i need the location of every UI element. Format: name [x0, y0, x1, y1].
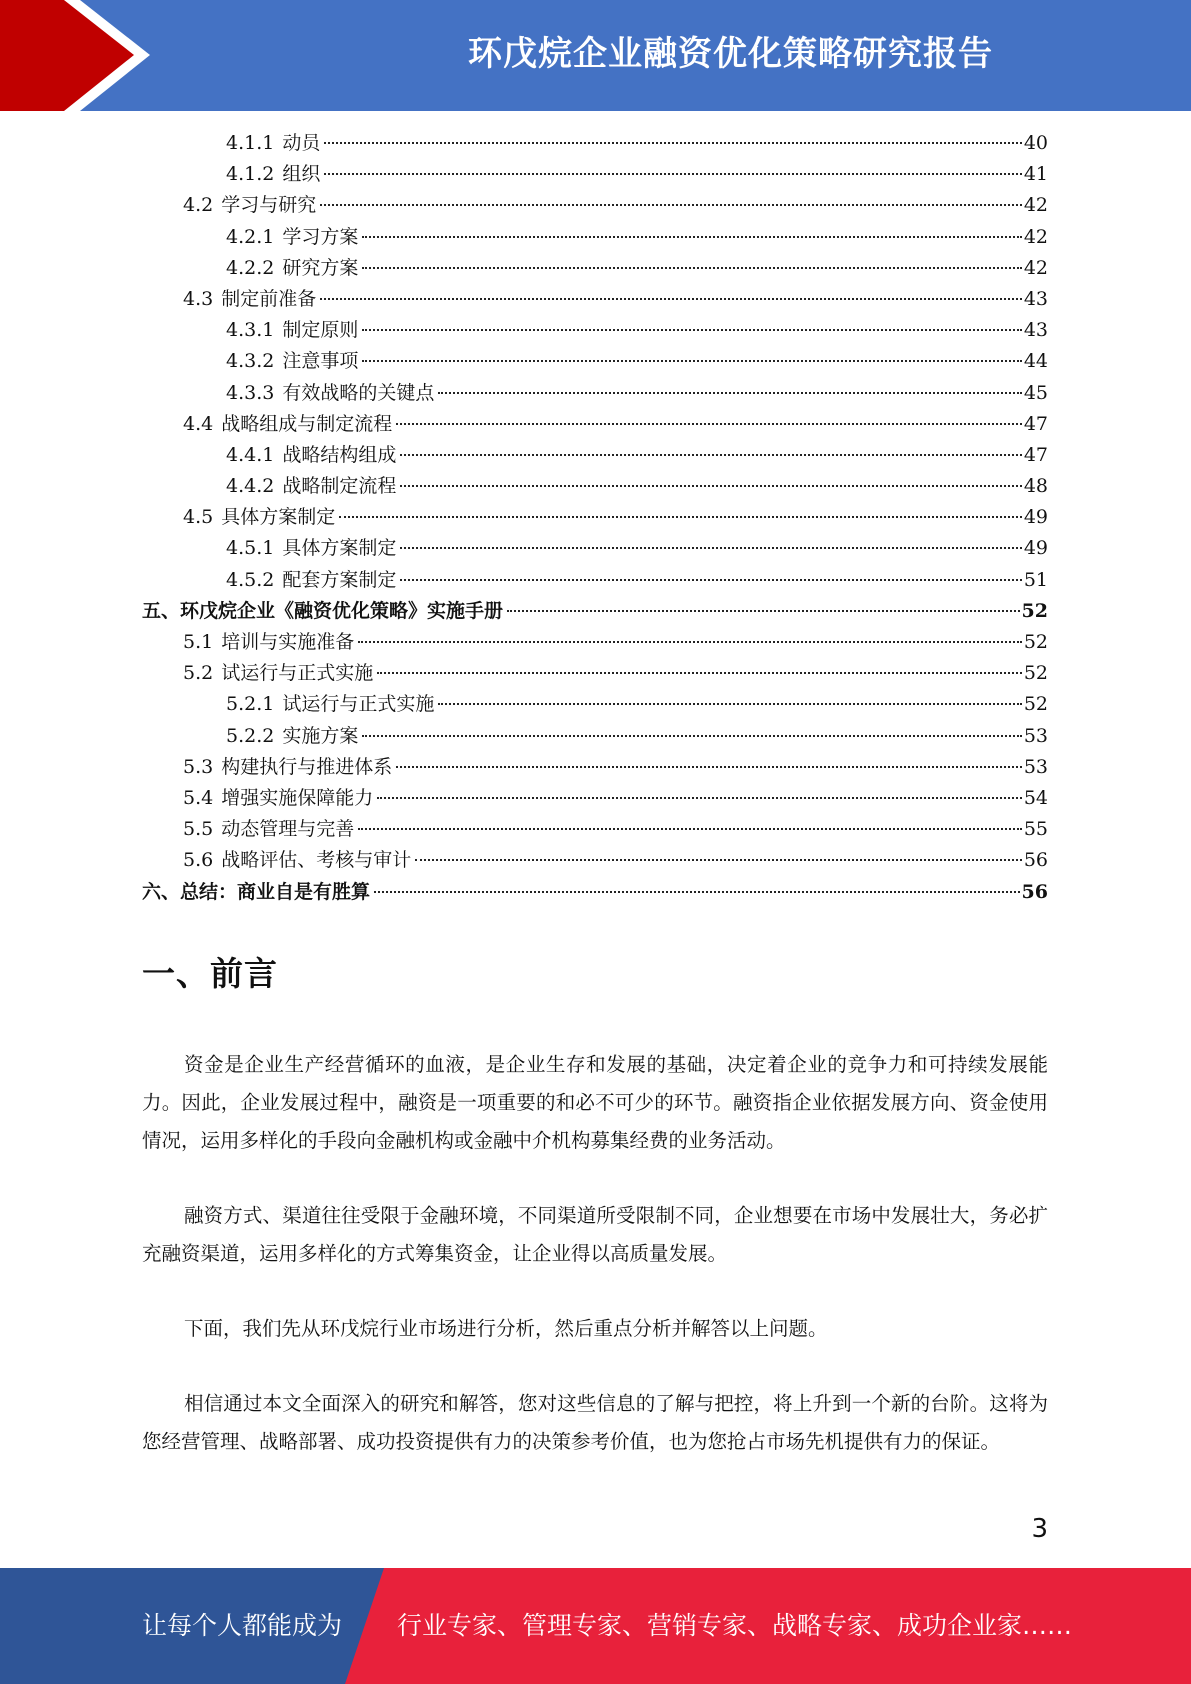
toc-entry-label: 六、总结：商业自是有胜算: [142, 880, 371, 903]
toc-entry-page: 52: [1021, 599, 1048, 622]
toc-entry-number: 4.2.1: [226, 225, 275, 248]
toc-entry-number: 4.1.2: [226, 163, 275, 186]
toc-leader-dots: [377, 672, 1022, 674]
toc-entry-number: 5.1: [183, 631, 214, 653]
toc-entry-page: 42: [1023, 194, 1048, 217]
section-body: [142, 1046, 1048, 1498]
toc-entry-page: 42: [1023, 256, 1048, 279]
toc-entry-page: 47: [1023, 443, 1048, 466]
toc-leader-dots: [438, 703, 1021, 705]
toc-entry-label: 战略组成与制定流程: [221, 412, 393, 435]
toc-entry[interactable]: [142, 845, 1048, 876]
toc-entry[interactable]: [142, 565, 1048, 596]
toc-entry[interactable]: [142, 440, 1048, 471]
toc-leader-dots: [396, 766, 1022, 768]
toc-entry-label: 试运行与正式实施: [221, 662, 374, 685]
report-title: 环戊烷企业融资优化策略研究报告: [468, 34, 993, 74]
toc-entry-page: 52: [1023, 693, 1048, 716]
toc-entry-label: 培训与实施准备: [221, 631, 355, 653]
toc-entry-number: 4.5: [183, 506, 214, 529]
toc-entry-number: 4.3.2: [226, 350, 275, 373]
toc-entry-label: 制定前准备: [221, 287, 317, 310]
paragraph: 相信通过本文全面深入的研究和解答，您对这些信息的了解与把控，将上升到一个新的台阶。这将为您经营管理、战略部署、成功投资提供有力的决策参考价值，也为您抢占市场先机提供有力的保证。: [142, 1392, 1048, 1453]
toc-entry[interactable]: [142, 533, 1048, 564]
toc-leader-dots: [362, 329, 1021, 331]
toc-entry-page: 56: [1023, 849, 1048, 872]
toc-leader-dots: [438, 392, 1021, 394]
toc-entry-label: 试运行与正式实施: [282, 693, 435, 716]
toc-leader-dots: [507, 610, 1020, 612]
toc-entry-label: 动态管理与完善: [221, 818, 355, 841]
toc-entry-page: 54: [1023, 786, 1048, 809]
toc-entry-page: 55: [1023, 818, 1048, 841]
toc-entry[interactable]: [142, 159, 1048, 190]
toc-entry-number: 5.3: [183, 755, 214, 778]
toc-leader-dots: [358, 828, 1022, 830]
toc-entry[interactable]: [142, 721, 1048, 752]
page-header: [0, 0, 1191, 111]
toc-entry[interactable]: [142, 128, 1048, 159]
toc-entry[interactable]: [142, 877, 1048, 908]
toc-entry-label: 注意事项: [282, 350, 359, 373]
page-number: 3: [1031, 1514, 1048, 1544]
toc-entry[interactable]: [142, 689, 1048, 720]
toc-leader-dots: [400, 485, 1021, 487]
toc-leader-dots: [324, 142, 1021, 144]
toc-entry-number: 5.4: [183, 786, 214, 809]
toc-entry[interactable]: [142, 471, 1048, 502]
toc-entry-page: 41: [1023, 163, 1048, 186]
toc-entry-label: 构建执行与推进体系: [221, 755, 393, 778]
toc-leader-dots: [400, 454, 1021, 456]
toc-entry-page: 44: [1023, 350, 1048, 373]
table-of-contents: [142, 128, 1048, 908]
toc-entry-number: 4.2: [183, 194, 214, 217]
toc-entry-label: 战略制定流程: [282, 475, 397, 498]
toc-entry[interactable]: [142, 658, 1048, 689]
toc-entry-number: 4.5.1: [226, 537, 275, 560]
paragraph: 资金是企业生产经营循环的血液，是企业生存和发展的基础，决定着企业的竞争力和可持续发展能力。因此，企业发展过程中，融资是一项重要的和必不可少的环节。融资指企业依据发展方向、资金使用情况，运用多样化的手段向金融机构或金融中介机构募集经费的业务活动。: [142, 1053, 1048, 1152]
toc-entry-number: 4.3.3: [226, 381, 275, 404]
toc-leader-dots: [396, 423, 1022, 425]
footer-slogan-left: 让每个人都能成为: [142, 1611, 343, 1640]
toc-leader-dots: [362, 267, 1021, 269]
toc-leader-dots: [358, 641, 1022, 643]
toc-leader-dots: [400, 579, 1021, 581]
toc-entry[interactable]: [142, 783, 1048, 814]
toc-entry-number: 4.3: [183, 287, 214, 310]
toc-leader-dots: [415, 859, 1022, 861]
toc-entry-label: 研究方案: [282, 256, 359, 279]
toc-entry-page: 42: [1023, 225, 1048, 248]
toc-entry-number: 4.4.2: [226, 475, 275, 498]
toc-entry-number: 5.6: [183, 849, 214, 872]
toc-entry[interactable]: [142, 502, 1048, 533]
toc-entry-page: 43: [1023, 287, 1048, 310]
toc-entry-number: 5.5: [183, 818, 214, 841]
toc-entry[interactable]: [142, 596, 1048, 627]
toc-leader-dots: [320, 204, 1022, 206]
toc-entry-label: 具体方案制定: [221, 506, 336, 529]
toc-entry[interactable]: [142, 190, 1048, 221]
toc-entry[interactable]: [142, 284, 1048, 315]
toc-entry-number: 4.1.1: [226, 132, 275, 154]
toc-entry-number: 5.2.2: [226, 724, 275, 747]
toc-entry-number: 4.3.1: [226, 319, 275, 342]
toc-entry-page: 47: [1023, 412, 1048, 435]
toc-leader-dots: [362, 735, 1021, 737]
toc-leader-dots: [362, 236, 1021, 238]
toc-leader-dots: [339, 516, 1022, 518]
toc-entry-label: 学习方案: [282, 225, 359, 248]
toc-leader-dots: [374, 891, 1020, 893]
toc-entry-label: 配套方案制定: [282, 568, 397, 591]
toc-entry[interactable]: [142, 253, 1048, 284]
toc-entry-page: 53: [1023, 755, 1048, 778]
header-arrow-decoration: [0, 0, 160, 111]
toc-entry-page: 52: [1023, 631, 1048, 653]
toc-entry[interactable]: [142, 409, 1048, 440]
toc-entry[interactable]: [142, 346, 1048, 377]
toc-entry-number: 5.2: [183, 662, 214, 685]
toc-entry-label: 学习与研究: [221, 194, 317, 217]
toc-entry-number: 4.4: [183, 412, 214, 435]
toc-entry-page: 56: [1021, 880, 1048, 903]
toc-leader-dots: [400, 547, 1021, 549]
toc-entry-number: 4.2.2: [226, 256, 275, 279]
toc-entry-label: 制定原则: [282, 319, 359, 342]
toc-entry-label: 动员: [282, 132, 321, 154]
page-footer: [0, 1568, 1191, 1684]
toc-leader-dots: [320, 298, 1022, 300]
toc-entry-page: 43: [1023, 319, 1048, 342]
toc-entry-page: 49: [1023, 506, 1048, 529]
toc-entry-page: 40: [1023, 132, 1048, 154]
toc-entry-number: 4.5.2: [226, 568, 275, 591]
toc-entry-label: 有效战略的关键点: [282, 381, 435, 404]
toc-entry[interactable]: [142, 315, 1048, 346]
toc-entry-page: 45: [1023, 381, 1048, 404]
toc-entry[interactable]: [142, 222, 1048, 253]
section-heading: 一、前言: [142, 954, 278, 993]
toc-entry-label: 实施方案: [282, 724, 359, 747]
footer-slogan-right: 行业专家、管理专家、营销专家、战略专家、成功企业家……: [397, 1611, 1073, 1640]
toc-entry-label: 增强实施保障能力: [221, 786, 374, 809]
toc-entry-label: 具体方案制定: [282, 537, 397, 560]
toc-entry-page: 53: [1023, 724, 1048, 747]
toc-entry-number: 4.4.1: [226, 443, 275, 466]
toc-entry[interactable]: [142, 627, 1048, 658]
paragraph: 融资方式、渠道往往受限于金融环境，不同渠道所受限制不同，企业想要在市场中发展壮大，务必扩充融资渠道，运用多样化的方式筹集资金，让企业得以高质量发展。: [142, 1204, 1048, 1265]
toc-entry-label: 战略结构组成: [282, 443, 397, 466]
toc-entry-label: 五、环戊烷企业《融资优化策略》实施手册: [142, 599, 504, 622]
toc-leader-dots: [377, 797, 1022, 799]
toc-entry-page: 49: [1023, 537, 1048, 560]
toc-entry-page: 48: [1023, 475, 1048, 498]
toc-leader-dots: [324, 173, 1021, 175]
toc-entry-page: 51: [1023, 568, 1048, 591]
paragraph: 下面，我们先从环戊烷行业市场进行分析，然后重点分析并解答以上问题。: [184, 1317, 828, 1340]
toc-entry-label: 组织: [282, 163, 321, 186]
toc-entry[interactable]: [142, 752, 1048, 783]
toc-entry[interactable]: [142, 378, 1048, 409]
toc-entry-number: 5.2.1: [226, 693, 275, 716]
toc-entry-page: 52: [1023, 662, 1048, 685]
toc-entry-label: 战略评估、考核与审计: [221, 849, 412, 872]
toc-leader-dots: [362, 360, 1021, 362]
toc-entry[interactable]: [142, 814, 1048, 845]
